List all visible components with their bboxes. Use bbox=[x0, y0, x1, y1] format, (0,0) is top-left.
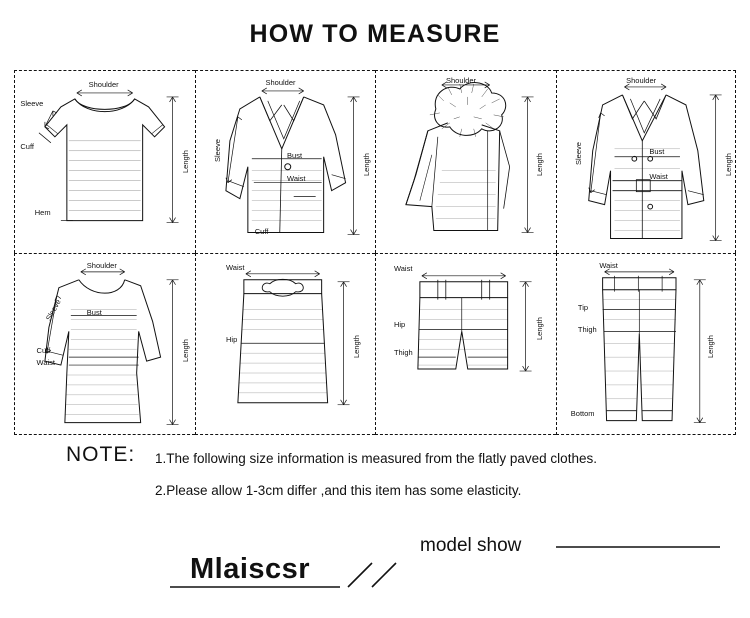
label-hem: Hem bbox=[34, 208, 51, 218]
label-length: Length bbox=[724, 153, 734, 177]
label-length: Length bbox=[706, 335, 716, 359]
label-hip: Hip bbox=[393, 320, 406, 330]
garment-cell-long-coat bbox=[556, 70, 737, 253]
brand-name: Mlaiscsr bbox=[190, 553, 311, 585]
note-label: NOTE: bbox=[66, 443, 136, 466]
label-waist: Waist bbox=[649, 171, 668, 181]
garment-cell-blazer bbox=[195, 70, 376, 253]
label-sleeve: Sleeve bbox=[574, 142, 584, 166]
label-waist: Waist bbox=[599, 260, 618, 270]
label-length: Length bbox=[534, 317, 544, 341]
garment-cell-pants bbox=[556, 253, 737, 436]
label-bust: Bust bbox=[86, 307, 102, 317]
label-cuff: Cuff bbox=[254, 227, 269, 237]
label-waist: Waist bbox=[287, 174, 306, 184]
label-length: Length bbox=[181, 149, 191, 173]
label-thigh: Thigh bbox=[577, 324, 597, 334]
label-bust: Bust bbox=[287, 150, 303, 160]
note-line-2: 2.Please allow 1-3cm differ ,and this item has some elasticity. bbox=[155, 483, 522, 498]
label-shoulder: Shoulder bbox=[626, 76, 657, 86]
label-cuff: Cuff bbox=[20, 141, 34, 151]
label-waist: Waist bbox=[393, 264, 413, 274]
footer bbox=[0, 525, 750, 605]
garment-cell-fur-coat bbox=[375, 70, 556, 253]
label-hip: Hip bbox=[226, 334, 238, 344]
label-length: Length bbox=[361, 153, 371, 177]
garment-cell-tshirt bbox=[14, 70, 195, 253]
skirt-illustration bbox=[196, 254, 376, 435]
label-tip: Tip bbox=[577, 303, 589, 313]
label-length: Length bbox=[181, 338, 191, 362]
garment-cell-dress bbox=[14, 253, 195, 436]
page-title: HOW TO MEASURE bbox=[249, 20, 501, 48]
shorts-illustration bbox=[376, 254, 556, 435]
footer-rules bbox=[0, 525, 750, 605]
label-sleeve: Sleeve bbox=[20, 99, 44, 109]
label-bust: Bust bbox=[649, 147, 665, 157]
dress-illustration bbox=[15, 254, 195, 435]
label-bottom: Bottom bbox=[570, 408, 595, 418]
note-line-1: 1.The following size information is measured from the flatly paved clothes. bbox=[155, 451, 597, 466]
long-coat-illustration bbox=[557, 71, 736, 253]
garment-cell-shorts bbox=[375, 253, 556, 436]
blazer-illustration bbox=[196, 71, 376, 253]
label-shoulder: Shoulder bbox=[446, 75, 477, 85]
label-sleeve: Sleeve bbox=[43, 298, 63, 323]
garment-grid bbox=[14, 70, 736, 435]
label-shoulder: Shoulder bbox=[265, 78, 296, 88]
label-thigh: Thigh bbox=[393, 348, 413, 358]
label-length: Length bbox=[351, 335, 361, 359]
label-sleeve: Sleeve bbox=[213, 138, 223, 162]
label-waist: Waist bbox=[226, 262, 245, 272]
label-waist: Waist bbox=[36, 358, 56, 368]
label-cuff: Cuff bbox=[36, 345, 51, 355]
label-shoulder: Shoulder bbox=[86, 260, 117, 270]
label-shoulder: Shoulder bbox=[88, 80, 119, 90]
garment-cell-skirt bbox=[195, 253, 376, 436]
label-length: Length bbox=[534, 153, 544, 177]
model-show-label: model show bbox=[420, 535, 522, 556]
fur-coat-illustration bbox=[376, 71, 556, 253]
